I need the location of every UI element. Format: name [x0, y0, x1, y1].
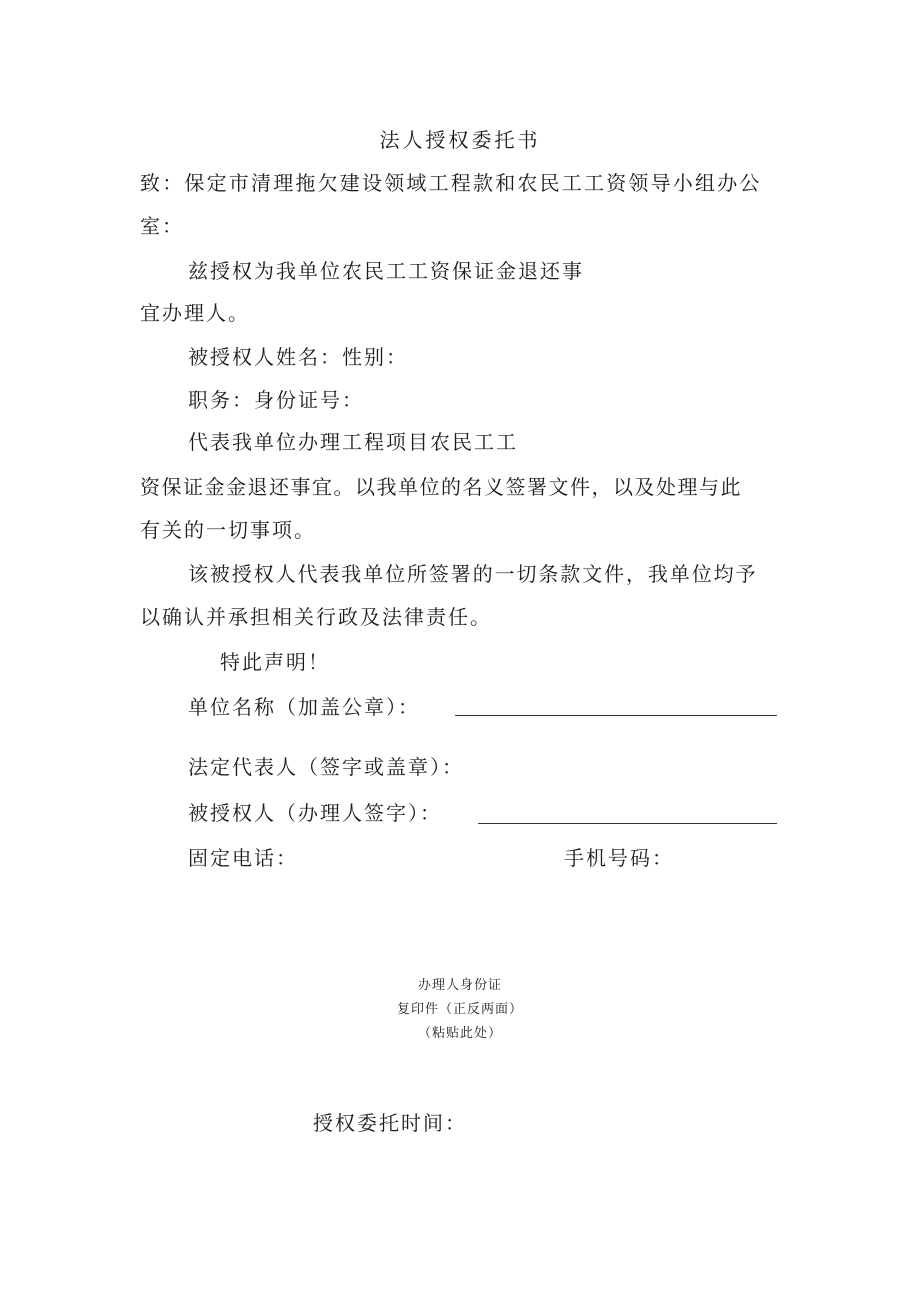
id-copy-line-3: （粘贴此处） — [417, 1026, 502, 1041]
scope-paragraph-line-3: 有关的一切事项。 — [140, 518, 316, 542]
legal-representative-label: 法定代表人（签字或盖章）： — [188, 755, 464, 779]
authorization-paragraph-line-1: 兹授权为我单位农民工工资保证金退还事 — [188, 259, 584, 283]
agent-signature-label: 被授权人（办理人签字）： — [188, 801, 442, 825]
document-title: 法人授权委托书 — [379, 128, 541, 152]
addressee-line-2: 室： — [140, 214, 184, 238]
unit-name-signature-line — [455, 715, 777, 716]
authorization-time-label: 授权委托时间： — [313, 1111, 467, 1135]
position-id-field: 职务：身份证号： — [188, 388, 364, 412]
id-copy-line-2: 复印件（正反两面） — [396, 1002, 523, 1017]
id-copy-line-1: 办理人身份证 — [417, 978, 502, 993]
authorization-paragraph-line-2: 宜办理人。 — [140, 301, 250, 325]
mobile-phone-label: 手机号码： — [564, 846, 674, 870]
responsibility-paragraph-line-2: 以确认并承担相关行政及法律责任。 — [140, 605, 492, 629]
declaration-text: 特此声明！ — [220, 650, 330, 674]
scope-paragraph-line-2: 资保证金金退还事宜。以我单位的名义签署文件，以及处理与此 — [140, 475, 742, 499]
responsibility-paragraph-line-1: 该被授权人代表我单位所签署的一切条款文件，我单位均予 — [188, 562, 758, 586]
fixed-phone-label: 固定电话： — [188, 846, 298, 870]
addressee-line-1: 致：保定市清理拖欠建设领域工程款和农民工工资领导小组办公 — [140, 171, 762, 195]
scope-paragraph-line-1: 代表我单位办理工程项目农民工工 — [188, 430, 518, 454]
agent-name-gender-field: 被授权人姓名：性别： — [188, 345, 408, 369]
id-copy-placeholder — [0, 974, 920, 1046]
unit-name-label: 单位名称（加盖公章）： — [188, 695, 420, 719]
agent-signature-line — [478, 823, 777, 824]
